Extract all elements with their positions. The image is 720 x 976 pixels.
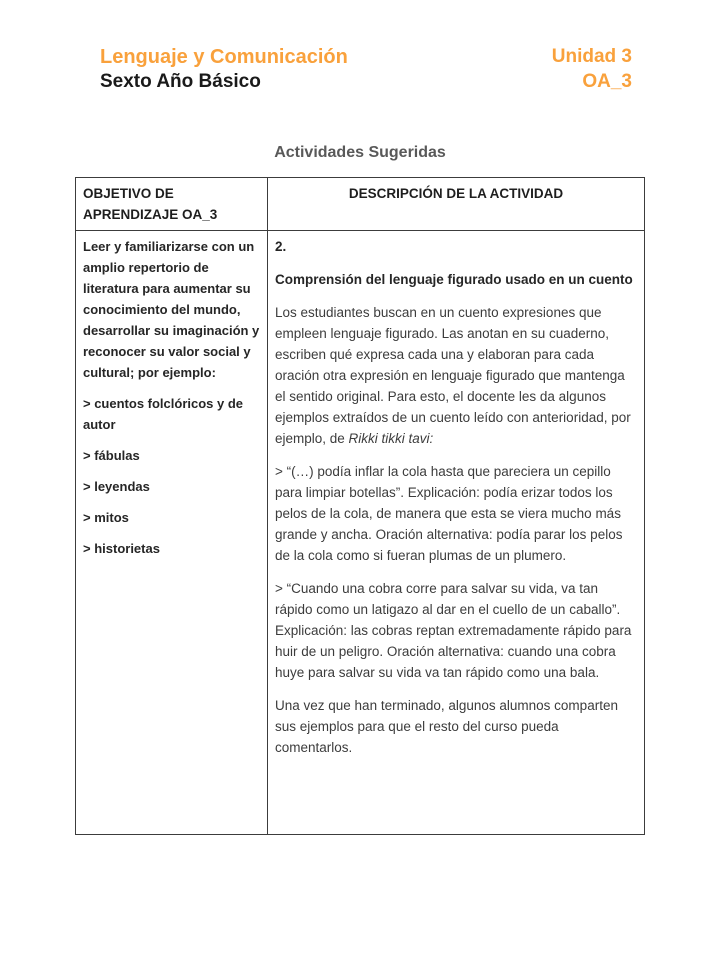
col-header-objective: OBJETIVO DE APRENDIZAJE OA_3 [76, 178, 268, 231]
col-header-activity: DESCRIPCIÓN DE LA ACTIVIDAD [268, 178, 645, 231]
objective-item: > historietas [83, 541, 160, 556]
activity-heading: Comprensión del lenguaje figurado usado en un cuento [275, 272, 633, 287]
objective-item: > leyendas [83, 479, 150, 494]
objective-item: > mitos [83, 510, 129, 525]
objective-item: > fábulas [83, 448, 140, 463]
unit-label: Unidad 3 [551, 46, 632, 67]
doc-title: Lenguaje y Comunicación [100, 46, 348, 68]
section-title: Actividades Sugeridas [274, 144, 446, 161]
example-paragraph-2: > “Cuando una cobra corre para salvar su vida, va tan rápido como un latigazo al dar en el cuello de un caballo”. Explicación: las cobras reptan extremadamente rápido para huir de un peligro. Oración alternativa: cuando una cobra huye para salvar su vida va tan rápido como una bala. [275, 581, 632, 680]
activity-number: 2. [275, 239, 287, 254]
header-right [552, 44, 632, 94]
story-title-italic: Rikki tikki tavi: [348, 431, 434, 446]
objective-item: > cuentos folclóricos y de autor [83, 396, 244, 432]
closing-paragraph: Una vez que han terminado, algunos alumnos comparten sus ejemplos para que el resto del curso pueda comentarlos. [275, 698, 618, 755]
activity-paragraph [275, 302, 637, 449]
objective-intro: Leer y familiarizarse con un amplio repertorio de literatura para aumentar su conocimiento del mundo, desarrollar su imaginación y reconocer su valor social y cultural; por ejemplo: [83, 239, 260, 380]
activities-table [75, 177, 645, 835]
activity-paragraph-text: Los estudiantes buscan en un cuento expresiones que empleen lenguaje figurado. Las anotan en su cuaderno, escriben qué expresa cada una y elaboran para cada oración otra expresión en lenguaje figurado que mantenga el sentido original. Para esto, el docente les da algunos ejemplos extraídos de un cuento leído con anterioridad, por ejemplo, de [275, 305, 631, 446]
table-header-row [76, 178, 645, 231]
activity-cell [268, 231, 645, 835]
doc-subtitle: Sexto Año Básico [100, 71, 261, 92]
example-paragraph-1: > “(…) podía inflar la cola hasta que pareciera un cepillo para limpiar botellas”. Explicación: podía erizar todos los pelos de la cola, de manera que esta se viera mucho más grande y ancha. Oración alternativa: podía parar los pelos de la cola como si fueran plumas de un plumero. [275, 464, 623, 563]
table-body-row [76, 231, 645, 835]
oa-label: OA_3 [582, 71, 632, 92]
objective-cell [76, 231, 268, 835]
header-left [100, 44, 348, 94]
page-header [100, 44, 632, 94]
